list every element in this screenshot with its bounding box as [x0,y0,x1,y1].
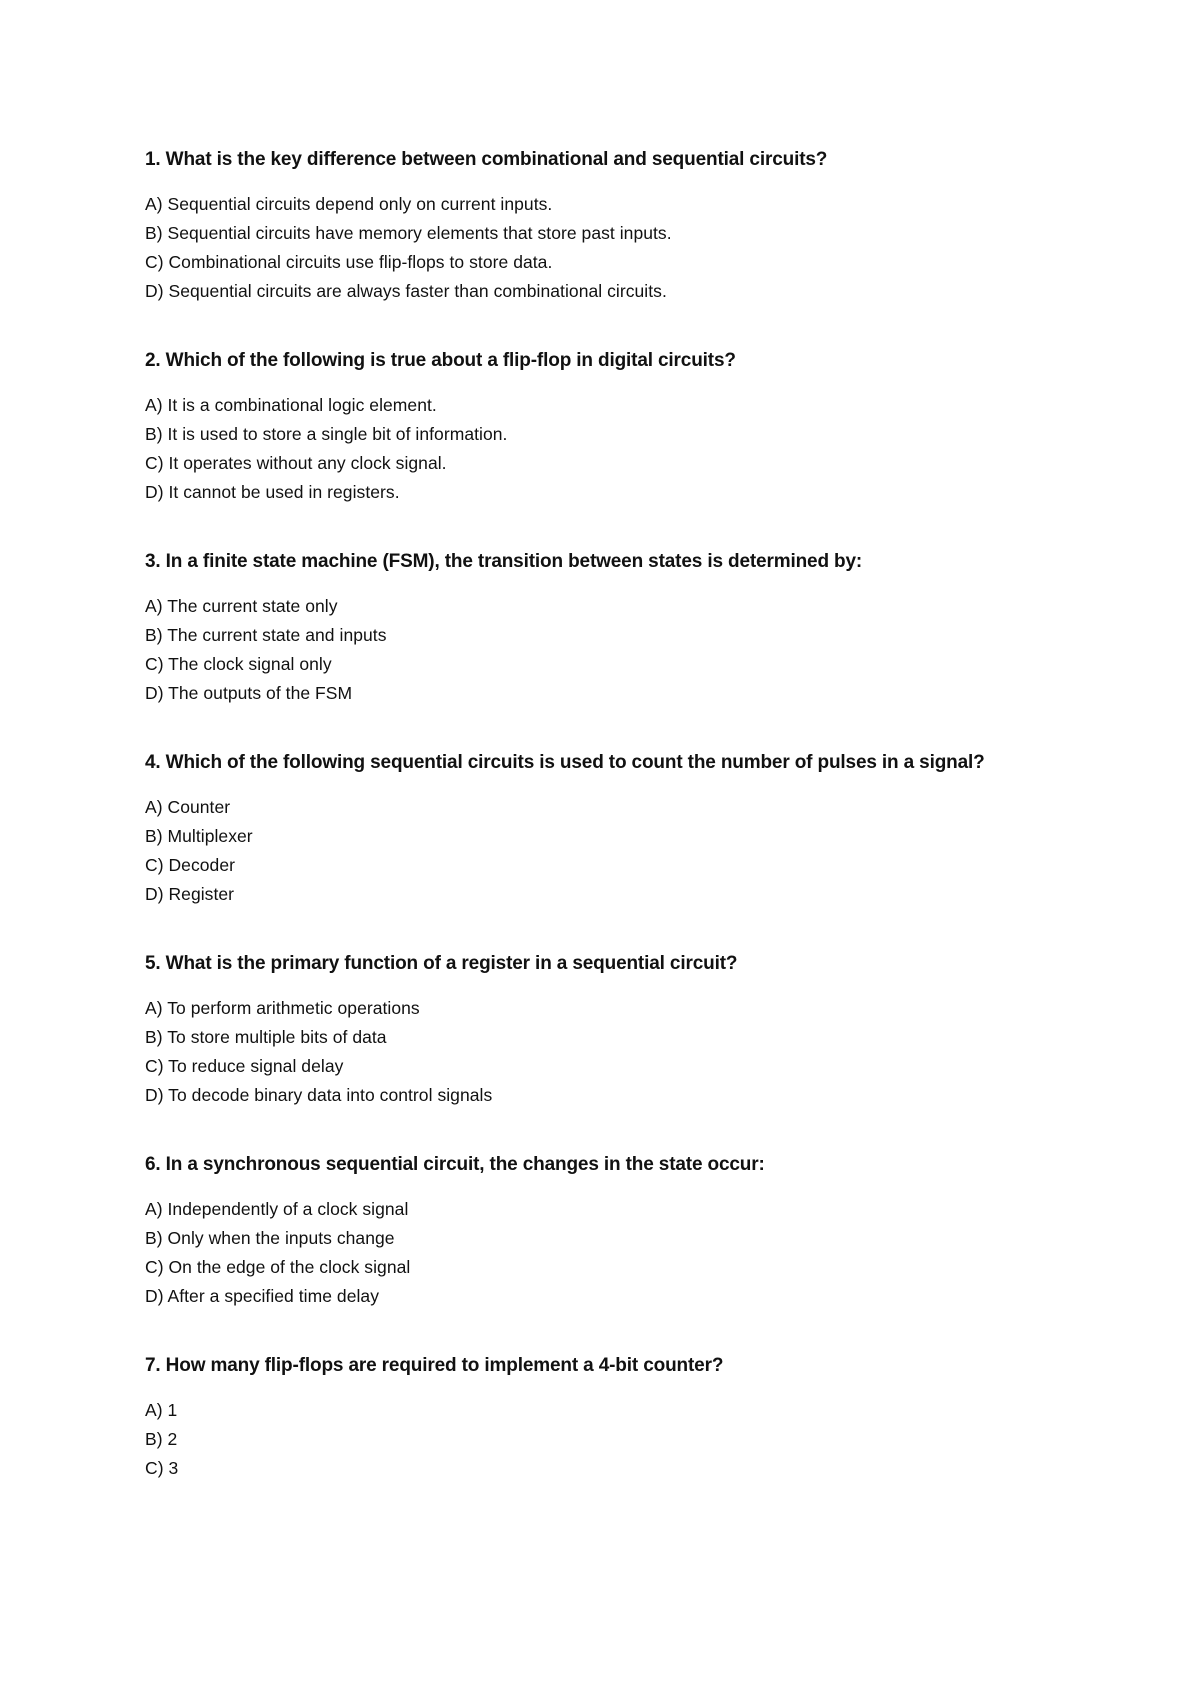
answer-option: D) It cannot be used in registers. [145,482,400,502]
answer-option: A) Counter [145,797,231,817]
question-text: 3. In a finite state machine (FSM), the transition between states is determined by: [145,551,863,572]
quiz-content [145,148,1105,1526]
answer-option: C) To reduce signal delay [145,1056,344,1076]
answer-option: D) After a specified time delay [145,1286,380,1306]
question-text: 7. How many flip-flops are required to implement a 4-bit counter? [145,1355,724,1376]
answer-option: A) Sequential circuits depend only on current inputs. [145,194,553,214]
answer-option: D) Register [145,884,235,904]
answer-option: C) Combinational circuits use flip-flops to store data. [145,252,553,272]
question-1 [145,148,1105,306]
answer-option: B) Multiplexer [145,826,253,846]
answer-option: C) Decoder [145,855,235,875]
answer-option: B) The current state and inputs [145,625,387,645]
answer-option: B) Only when the inputs change [145,1228,395,1248]
answer-option: A) The current state only [145,596,338,616]
answer-option: B) Sequential circuits have memory elements that store past inputs. [145,223,672,243]
question-4 [145,751,1105,909]
answer-option: B) To store multiple bits of data [145,1027,387,1047]
answer-option: A) 1 [145,1400,178,1420]
answer-option: A) To perform arithmetic operations [145,998,420,1018]
question-7 [145,1354,1105,1483]
answer-option: C) 3 [145,1458,179,1478]
question-text: 2. Which of the following is true about a flip-flop in digital circuits? [145,350,736,371]
question-6 [145,1153,1105,1311]
answer-option: C) On the edge of the clock signal [145,1257,411,1277]
answer-option: C) The clock signal only [145,654,332,674]
question-text: 4. Which of the following sequential circuits is used to count the number of pulses in a signal? [145,752,985,773]
answer-option: C) It operates without any clock signal. [145,453,447,473]
answer-option: A) Independently of a clock signal [145,1199,409,1219]
answer-option: B) 2 [145,1429,178,1449]
question-3 [145,550,1105,708]
answer-option: B) It is used to store a single bit of information. [145,424,508,444]
question-5 [145,952,1105,1110]
answer-option: D) The outputs of the FSM [145,683,353,703]
question-text: 1. What is the key difference between combinational and sequential circuits? [145,149,828,170]
answer-option: A) It is a combinational logic element. [145,395,437,415]
answer-option: D) To decode binary data into control signals [145,1085,493,1105]
question-text: 6. In a synchronous sequential circuit, the changes in the state occur: [145,1154,765,1175]
answer-option: D) Sequential circuits are always faster than combinational circuits. [145,281,667,301]
question-text: 5. What is the primary function of a register in a sequential circuit? [145,953,738,974]
question-2 [145,349,1105,507]
